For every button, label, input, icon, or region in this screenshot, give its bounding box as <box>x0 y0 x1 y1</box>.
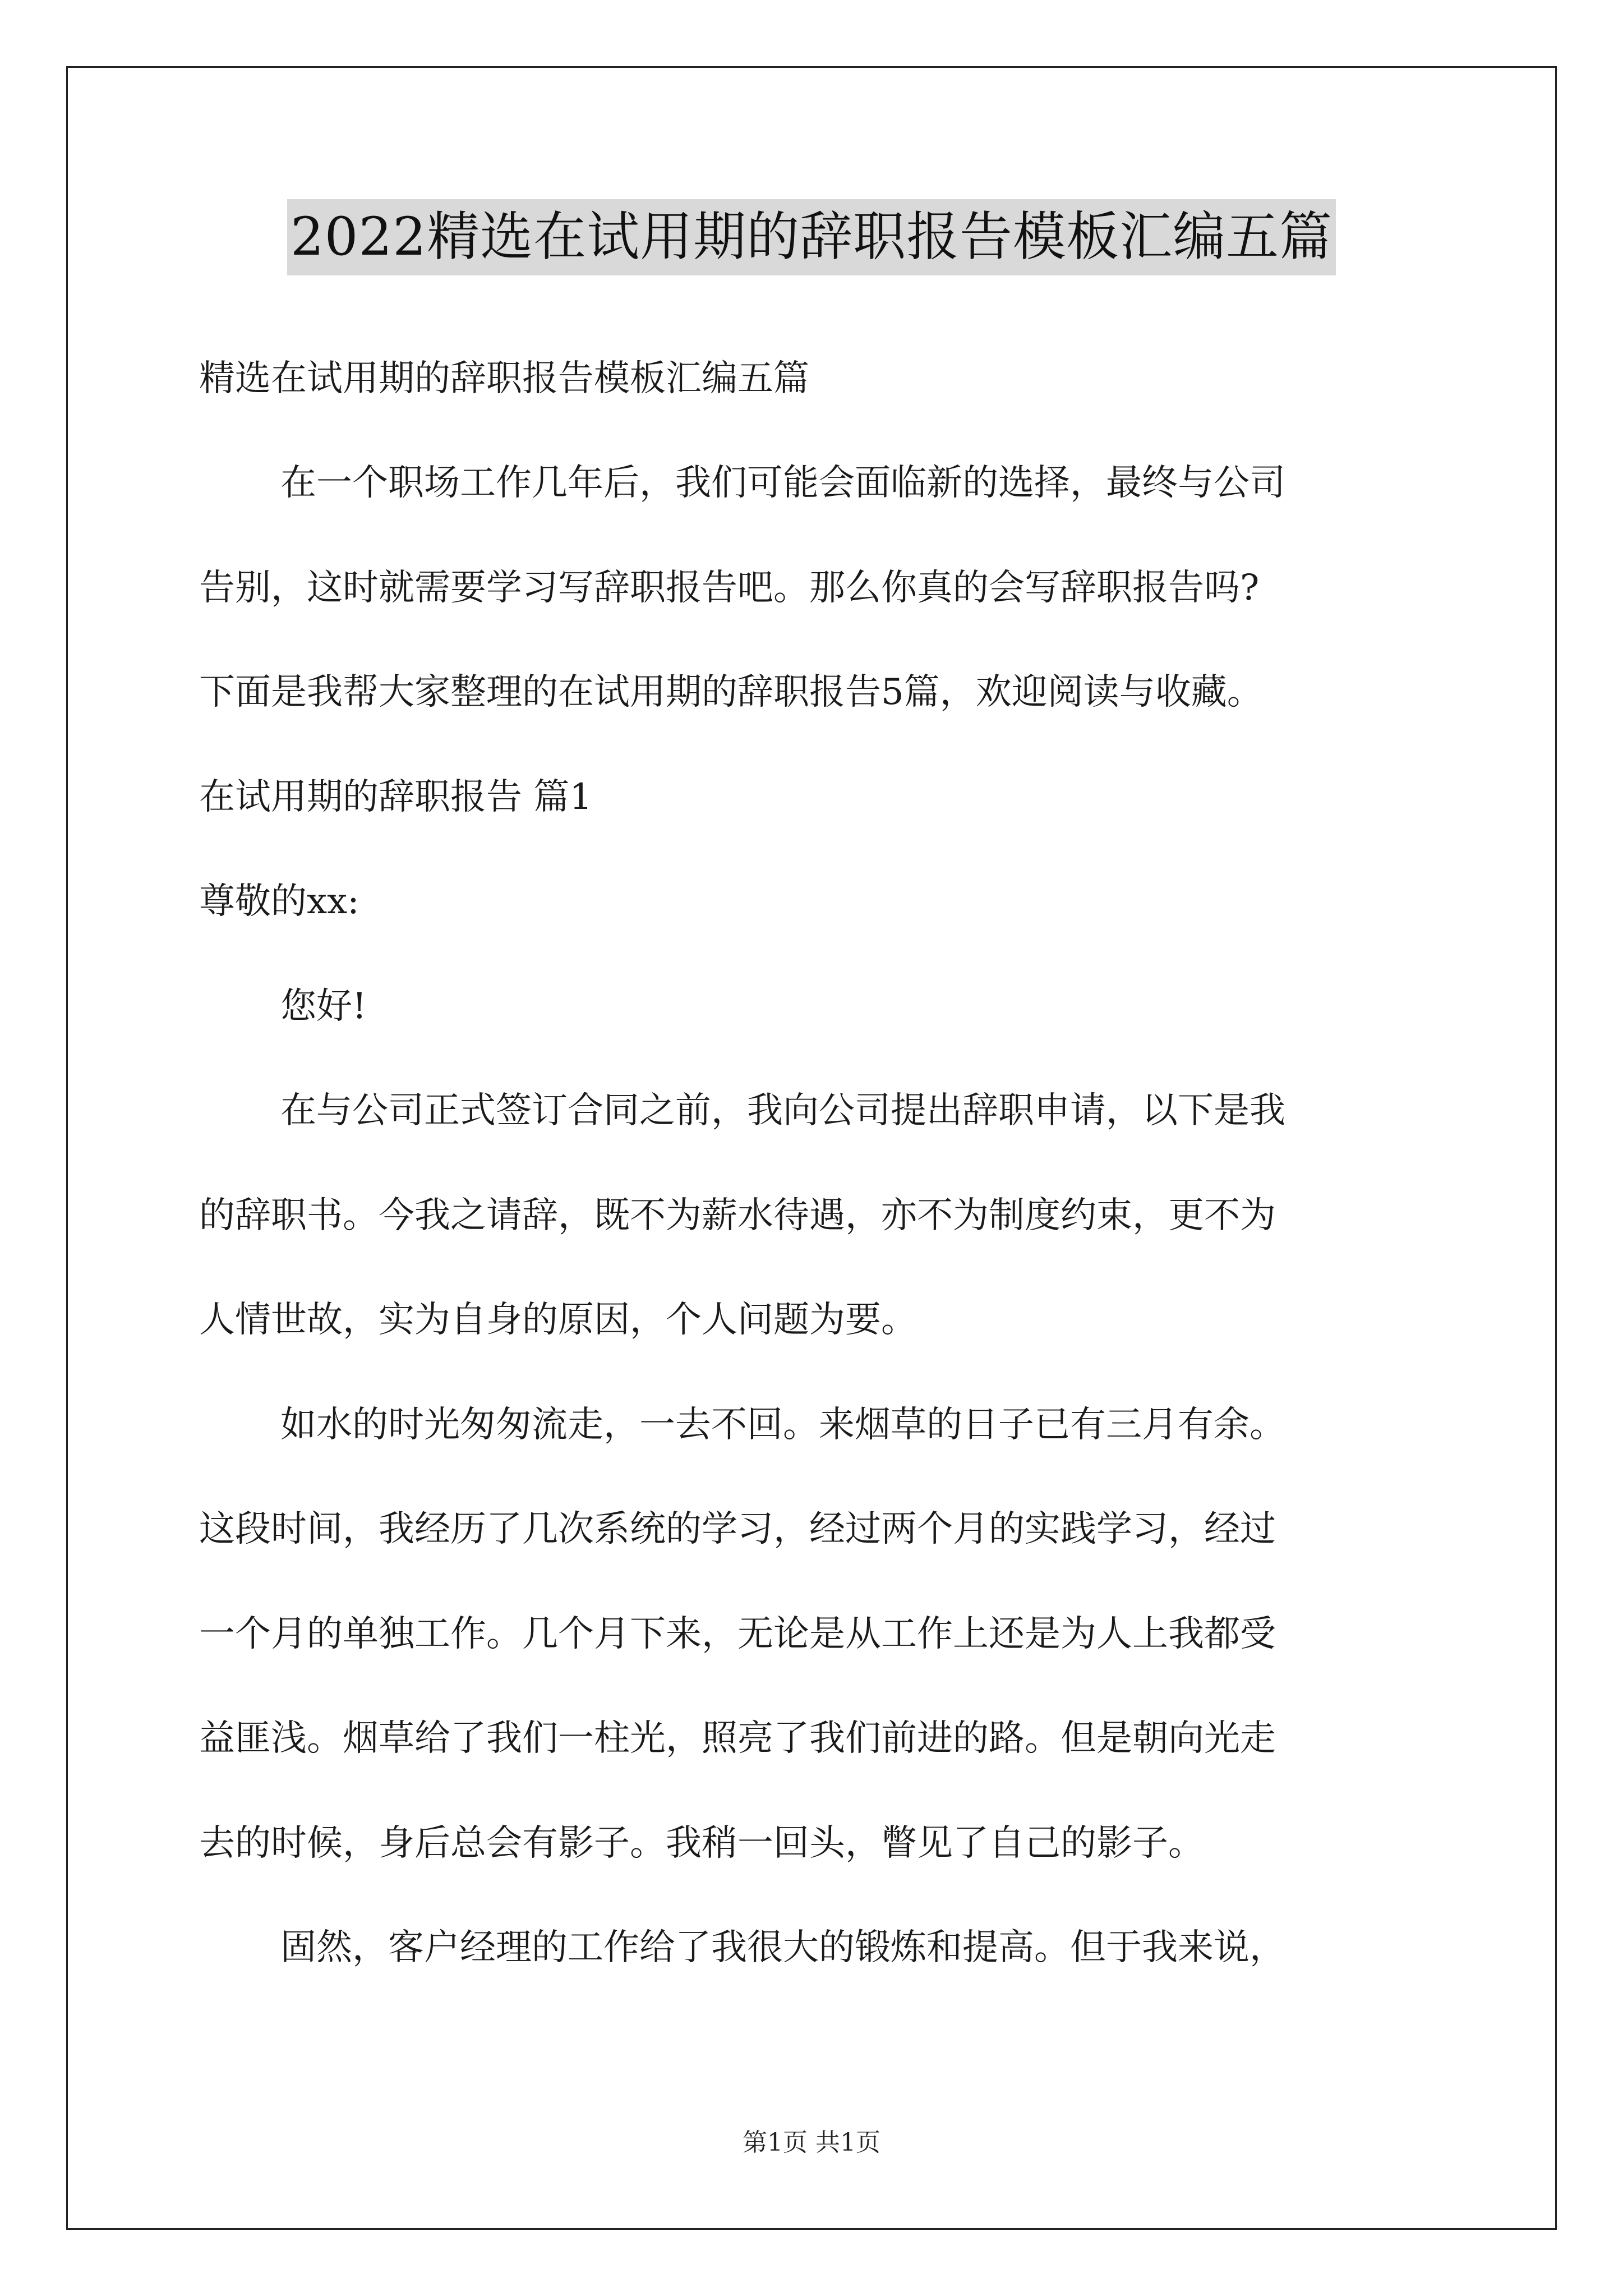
paragraph-line: 一个月的单独工作。几个月下来，无论是从工作上还是为人上我都受 <box>199 1613 1276 1655</box>
document-title: 2022精选在试用期的辞职报告模板汇编五篇 <box>287 199 1336 275</box>
subtitle-line: 精选在试用期的辞职报告模板汇编五篇 <box>199 358 809 399</box>
paragraph-line: 告别，这时就需要学习写辞职报告吧。那么你真的会写辞职报告吗? <box>199 567 1260 609</box>
paragraph-line: 在一个职场工作几年后，我们可能会面临新的选择，最终与公司 <box>280 462 1285 504</box>
section-heading: 在试用期的辞职报告 篇1 <box>199 776 593 818</box>
paragraph-line: 如水的时光匆匆流走，一去不回。来烟草的日子已有三月有余。 <box>280 1404 1285 1446</box>
paragraph-line: 这段时间，我经历了几次系统的学习，经过两个月的实践学习，经过 <box>199 1508 1276 1550</box>
paragraph-line: 益匪浅。烟草给了我们一柱光，照亮了我们前进的路。但是朝向光走 <box>199 1718 1276 1759</box>
paragraph-line: 固然，客户经理的工作给了我很大的锻炼和提高。但于我来说， <box>280 1927 1285 1968</box>
paragraph-line: 下面是我帮大家整理的在试用期的辞职报告5篇，欢迎阅读与收藏。 <box>199 671 1263 713</box>
paragraph-line: 人情世故，实为自身的原因，个人问题为要。 <box>199 1299 917 1341</box>
paragraph-line: 的辞职书。今我之请辞，既不为薪水待遇，亦不为制度约束，更不为 <box>199 1195 1276 1236</box>
paragraph-line: 在与公司正式签订合同之前，我向公司提出辞职申请，以下是我 <box>280 1090 1285 1131</box>
paragraph-line: 去的时候，身后总会有影子。我稍一回头，瞥见了自己的影子。 <box>199 1823 1204 1864</box>
salutation-line: 尊敬的xx: <box>199 881 359 922</box>
greeting-line: 您好! <box>280 986 367 1027</box>
page-footer: 第1页 共1页 <box>743 2128 880 2157</box>
title-container <box>0 199 1623 275</box>
